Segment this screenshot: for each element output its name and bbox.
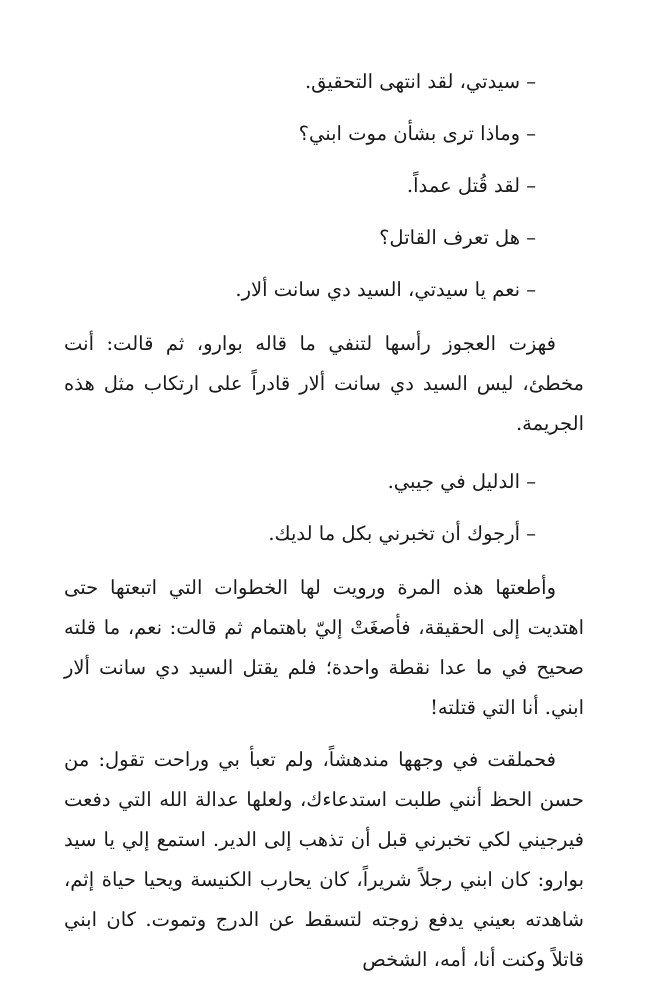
narrative-paragraph: وأطعتها هذه المرة ورويت لها الخطوات التي اتبعتها حتى اهتديت إلى الحقيقة، فأصغَتْ إليّ باهتمام ثم قالت: نعم، ما قلته صحيح في ما عدا نقطة واحدة؛ فلم يقتل السيد دي سانت ألار ابني. أنا التي قتلته! [64,576,584,719]
dialogue-line: – نعم يا سيدتي، السيد دي سانت ألار. [235,278,536,301]
narrative-paragraph: فحملقت في وجهها مندهشاً، ولم تعبأ بي وراحت تقول: من حسن الحظ أنني طلبت استدعاءك، ولعلها عدالة الله التي دفعت فيرجيني لكي تخبرني قبل أن تذهب إلى الدير. استمع إلي يا سيد بوارو: كان ابني رجلاً شريراً، كان يحارب الكنيسة ويحيا حياة إثم، شاهدته بعيني يدفع زوجته لتسقط عن الدرج وتموت. كان ابني قاتلاً وكنت أنا، أمه، الشخص [64,748,584,971]
dialogue-line: – الدليل في جيبي. [387,470,536,493]
dialogue-line: – هل تعرف القاتل؟ [379,226,536,249]
narrative-paragraph: فهزت العجوز رأسها لتنفي ما قاله بوارو، ثم قالت: أنت مخطئ، ليس السيد دي سانت ألار قادراً على ارتكاب مثل هذه الجريمة. [64,332,584,435]
dialogue-line: – أرجوك أن تخبرني بكل ما لديك. [268,522,536,545]
dialogue-line: – سيدتي، لقد انتهى التحقيق. [304,70,536,93]
dialogue-line: – لقد قُتل عمداً. [406,174,536,197]
book-page [64,56,584,992]
dialogue-line: – وماذا ترى بشأن موت ابني؟ [298,122,536,145]
